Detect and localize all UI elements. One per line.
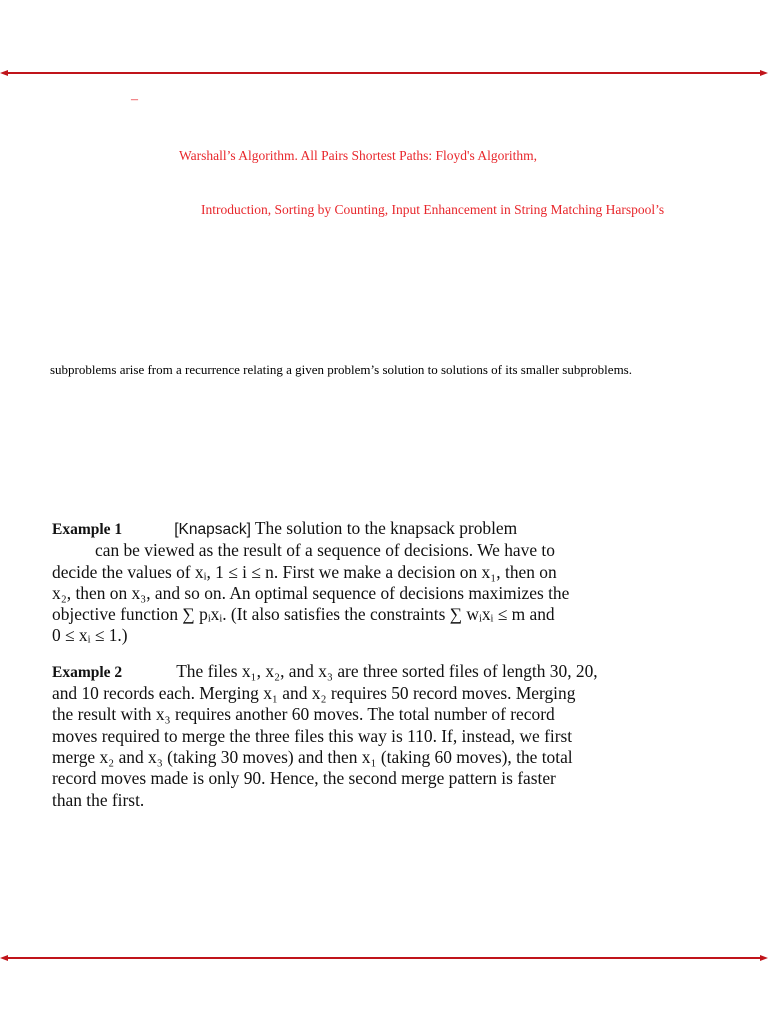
example-2-first-line: [52, 661, 724, 683]
bottom-rule: [0, 953, 768, 963]
heading-line-1: Warshall’s Algorithm. All Pairs Shortest Paths: Floyd's Algorithm,: [179, 148, 537, 163]
example-2-line-3: the result with x₃ requires another 60 moves. The total number of record: [52, 704, 555, 725]
top-rule: [0, 68, 768, 78]
heading-line-2: Introduction, Sorting by Counting, Input Enhancement in String Matching Harspool’s: [201, 202, 665, 217]
example-1-label: Example 1: [52, 521, 123, 538]
example-2-line-6: record moves made is only 90. Hence, the second merge pattern is faster: [52, 768, 556, 789]
example-1-line-3: decide the values of xᵢ, 1 ≤ i ≤ n. First we make a decision on x₁, then on: [52, 561, 557, 582]
example-2-line-2: and 10 records each. Merging x₁ and x₂ requires 50 record moves. Merging: [52, 683, 576, 704]
scanned-excerpt: [52, 518, 724, 830]
example-1-line-5: objective function ∑ pᵢxᵢ. (It also satisfies the constraints ∑ wᵢxᵢ ≤ m and: [52, 604, 555, 625]
example-1-line-4: x₂, then on x₃, and so on. An optimal sequence of decisions maximizes the: [52, 582, 570, 603]
knapsack-tag: [Knapsack]: [174, 521, 251, 538]
dash-mark: –: [131, 92, 138, 107]
example-1-line-6: 0 ≤ xᵢ ≤ 1.): [52, 625, 128, 646]
body-line: subproblems arise from a recurrence relating a given problem’s solution to solutions of its smaller subproblems.: [50, 362, 632, 377]
example-1-line-1: The solution to the knapsack problem: [254, 518, 518, 538]
example-1-line-2: can be viewed as the result of a sequence of decisions. We have to: [95, 540, 555, 561]
example-2-line-1: The files x₁, x₂, and x₃ are three sorted files of length 30, 20,: [176, 660, 598, 681]
example-2-label: Example 2: [52, 663, 123, 681]
example-2-line-4: moves required to merge the three files this way is 110. If, instead, we first: [52, 725, 573, 746]
example-2-line-5: merge x₂ and x₃ (taking 30 moves) and then x₁ (taking 60 moves), the total: [52, 746, 573, 767]
example-2-line-7: than the first.: [52, 789, 145, 810]
example-1-first-line: [52, 518, 724, 540]
